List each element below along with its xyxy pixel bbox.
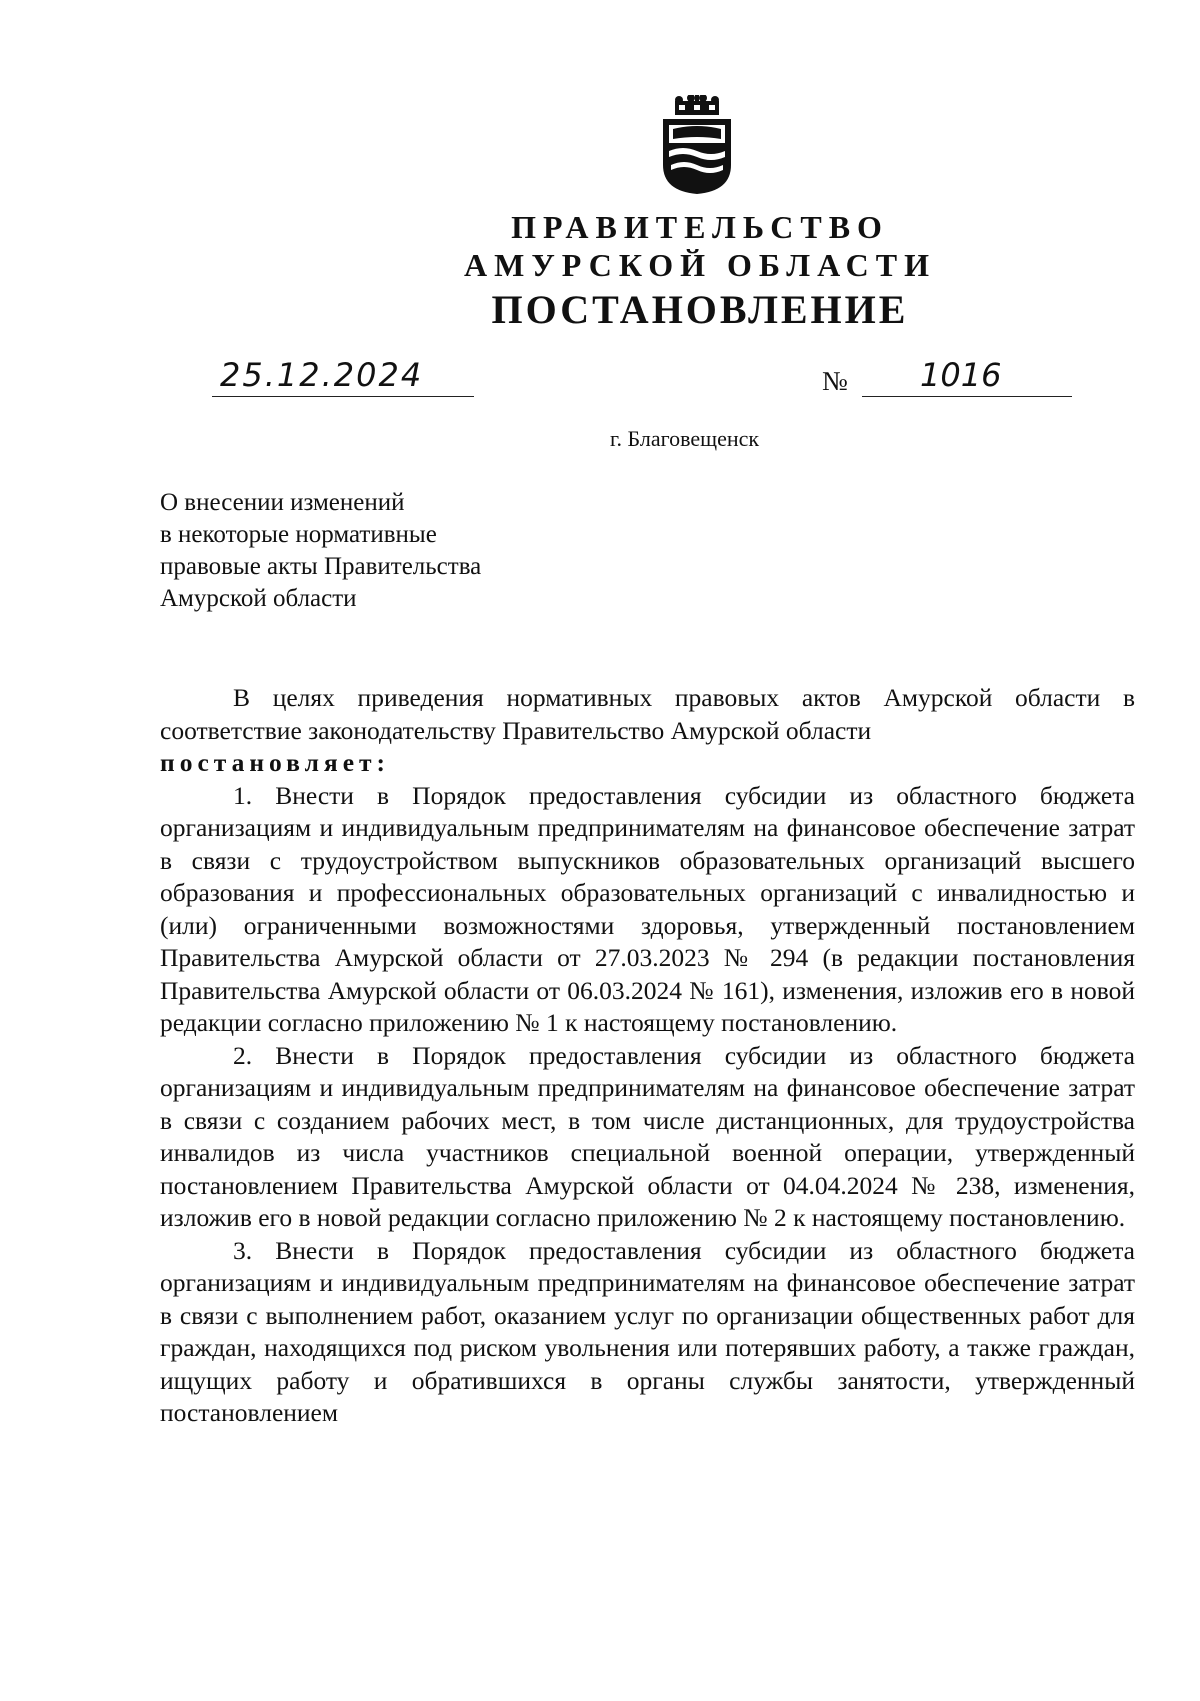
government-title: ПРАВИТЕЛЬСТВО — [511, 209, 889, 245]
subject-line: правовые акты Правительства — [160, 553, 482, 580]
item-paragraph: 1. Внести в Порядок предоставления субсидии из областного бюджета организациям и индивидуальным предпринимателям на финансовое обеспечение затрат в связи с трудоустройством выпускников образовательных организаций высшего образования и профессиональных образовательных организаций с инвалидностью и (или) ограниченными возможностями здоровья, утвержденный постановлением Правительства Амурской области от 27.03.2023 № 294 (в редакции постановления Правительства Амурской области от 06.03.2024 № 161), изменения, изложив его в новой редакции согласно приложению № 1 к настоящему постановлению. — [160, 780, 1135, 1037]
document-type: ПОСТАНОВЛЕНИЕ — [491, 287, 909, 332]
item-paragraph: 3. Внести в Порядок предоставления субсидии из областного бюджета организациям и индивидуальным предпринимателям на финансовое обеспечение затрат в связи с выполнением работ, оказанием услуг по организации общественных работ для граждан, находящихся под риском увольнения или потерявших работу, а также граждан, ищущих работу и обратившихся в органы службы занятости, утвержденный постановлением — [160, 1235, 1135, 1427]
number-sign: № — [822, 366, 848, 396]
coat-of-arms-icon — [657, 95, 737, 195]
decree-number: 1016 — [862, 355, 1072, 397]
preamble-paragraph: В целях приведения нормативных правовых актов Амурской области в соответствие законодательству Правительство Амурской области — [160, 683, 1135, 745]
decree-date: 25.12.2024 — [212, 355, 474, 397]
region-title: АМУРСКОЙ ОБЛАСТИ — [464, 247, 936, 283]
subject-line: в некоторые нормативные — [160, 521, 437, 548]
subject-line: Амурской области — [160, 585, 357, 612]
subject-line: О внесении изменений — [160, 489, 405, 516]
decree-subject — [160, 487, 580, 615]
decree-body — [160, 682, 1135, 1430]
city-name: г. Благовещенск — [610, 426, 760, 451]
item-paragraph: 2. Внести в Порядок предоставления субсидии из областного бюджета организациям и индивидуальным предпринимателям на финансовое обеспечение затрат в связи с созданием рабочих мест, в том числе дистанционных, для трудоустройства инвалидов из числа участников специальной военной операции, утвержденный постановлением Правительства Амурской области от 04.04.2024 № 238, изменения, изложив его в новой редакции согласно приложению № 2 к настоящему постановлению. — [160, 1040, 1135, 1232]
resolves-word: постановляет: — [160, 748, 391, 777]
